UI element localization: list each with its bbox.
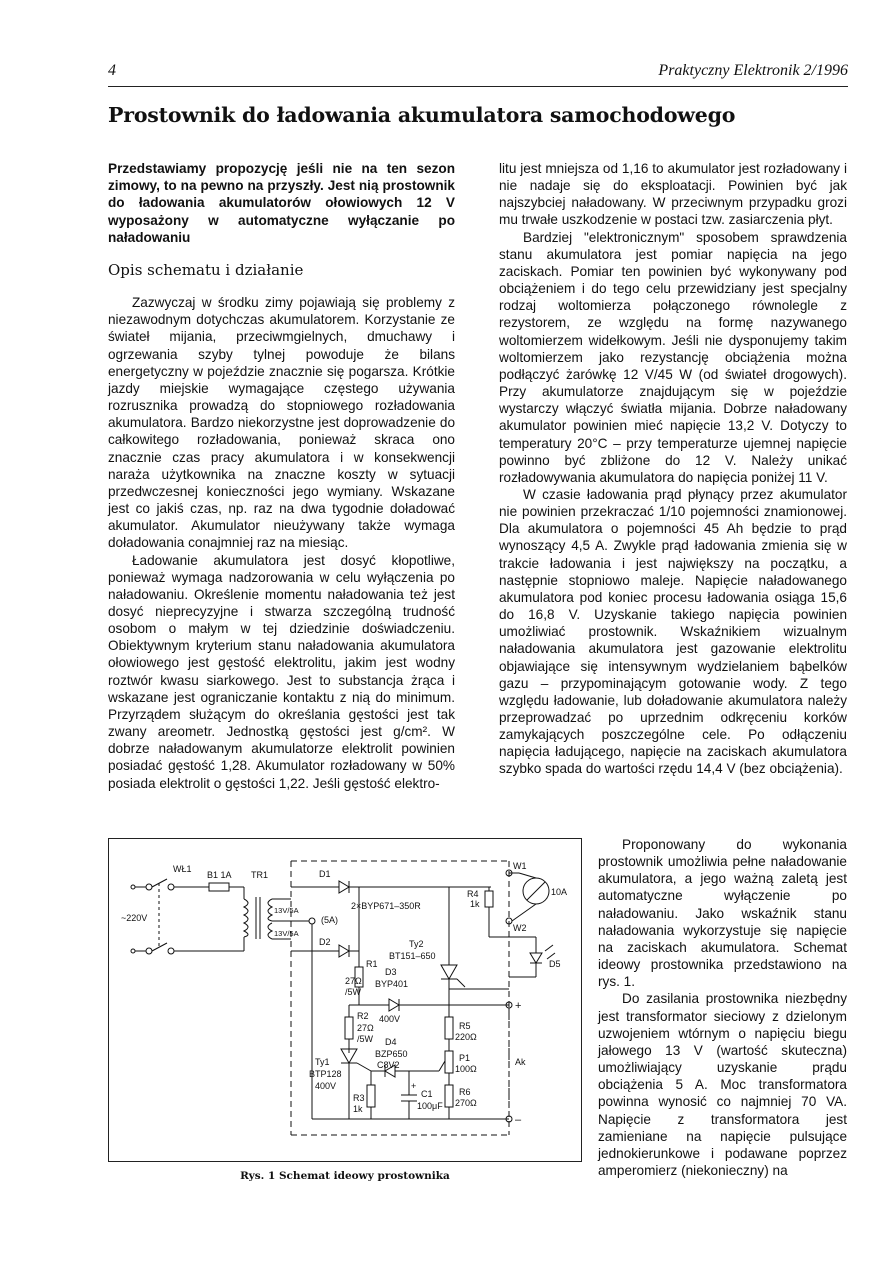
led-d5 — [489, 937, 555, 977]
diode-d3 — [359, 989, 449, 1011]
caption-text: Schemat ideowy prostownika — [278, 1170, 450, 1182]
label-b1: B1 1A — [207, 870, 232, 880]
label-tr1: TR1 — [251, 870, 269, 880]
label-c1v: 100μF — [417, 1101, 443, 1111]
fuse-b1 — [174, 883, 244, 951]
label-r2: R2 — [357, 1011, 369, 1021]
paragraph: Bardziej "elektronicznym" sposobem sprawdzenia stanu akumulatora jest pomiar napięcia na jego zaciskach. Pomiar ten powinien być wykonywany pod obciążeniem i do tego celu przewidziany jest specjalny rodzaj woltomierza połączonego równolegle z rezystorem, ze względu na formę nazywanego woltomierzem widełkowym. Jeśli nie dysponujemy takim woltomierzem jako rezystancję obciążenia można podłączyć żarówkę 12 V/45 W (od świateł drogowych). Przy akumulatorze znajdującym się w pojeździe wystarczy włączyć światła mijania. Dobrze naładowany akumulator powinien mieć napięcie 13,2 V. Dotyczy to temperatury 20°C – przy temperaturze ujemnej napięcie powinno być zbliżone do 12 V. Należy unikać rozładowywania akumulatora do napięcia poniżej 11 V. — [499, 229, 847, 485]
circuit-figure — [108, 838, 582, 1162]
potentiometer-p1 — [439, 1051, 453, 1085]
article-title: Prostownik do ładowania akumulatora samochodowego — [108, 103, 736, 127]
label-r1p: /5W — [345, 987, 362, 997]
left-column — [108, 160, 455, 792]
section-heading: Opis schematu i działanie — [108, 261, 304, 280]
diode-d2 — [339, 887, 359, 957]
article-lead: Przedstawiamy propozycję jeśli nie na ten sezon zimowy, to na pewno na przyszły. Jest nią prostownik do ładowania akumulatorów ołowiowych 12 V wyposażony w automatyczne wyłączanie po naładowaniu — [108, 161, 455, 245]
label-c1: C1 — [421, 1089, 433, 1099]
label-cap-plus: + — [411, 1081, 417, 1091]
label-d4c: C8V2 — [377, 1060, 400, 1070]
label-ty2: Ty2 — [409, 939, 424, 949]
resistor-r5 — [445, 1005, 453, 1051]
label-current: (5A) — [321, 915, 339, 925]
label-r4v: 1k — [470, 899, 480, 909]
label-plus: + — [515, 1000, 522, 1012]
label-ty1v: BTP128 — [309, 1069, 342, 1079]
header-rule — [108, 86, 848, 87]
label-d3: D3 — [385, 967, 397, 977]
circuit-schematic — [109, 839, 581, 1161]
label-wl1: WŁ1 — [173, 864, 192, 874]
label-r1: R1 — [366, 959, 378, 969]
label-w1: W1 — [513, 861, 527, 871]
label-r3v: 1k — [353, 1104, 363, 1114]
right-column — [499, 160, 847, 778]
label-d4v: BZP650 — [375, 1049, 408, 1059]
label-r2p: /5W — [357, 1034, 374, 1044]
magazine-issue: Praktyczny Elektronik 2/1996 — [658, 62, 848, 79]
page-number: 4 — [108, 62, 116, 79]
paragraph: Ładowanie akumulatora jest dosyć kłopotliwe, ponieważ wymaga nadzorowania w celu wyłączenia po naładowaniu. Określenie momentu naładowania też jest dosyć nieprecyzyjne i stwarza szczególną trudność osobom o małym w tej dziedzinie doświadczeniu. Obiektywnym kryterium stanu naładowania akumulatora ołowiowego jest gęstość elektrolitu, jakim jest wodny roztwór kwasu siarkowego. Jest to substancja żrąca i wskazane jest ograniczanie kontaktu z nią do minimum. Przyrządem służącym do określania gęstości jest tak zwany areometr. Jednostką gęstości jest g/cm². W dobrze naładowanym akumulatorze elektrolit powinien posiadać gęstość 1,28. Akumulator rozładowany w 50% posiada elektrolit o gęstości 1,22. Jeśli gęstość elektro- — [108, 552, 455, 791]
label-diodes: 2×BYP671–350R — [351, 901, 421, 911]
paragraph: Zazwyczaj w środku zimy pojawiają się problemy z niezawodnym dotychczas akumulatorem. Korzystanie ze świateł mijania, przeciwmgielnych, dmuchawy i ogrzewania szyby tylnej powoduje że bilans energetyczny w pojeździe znacznie się pogarsza. Krótkie jazdy miejskie wymagające częstego używania rozrusznika prowadzą do stopniowego rozładowania akumulatora. Bardzo niekorzystne jest doprowadzenie do całkowitego rozładowania, ponieważ skraca ono znacznie czas pracy akumulatora i w konsekwencji naraża użytkownika na znaczne koszty w sytuacji przedwczesnej konieczności jego wymiany. Wskazane jest co jakiś czas, np. raz na dwa tygodnie doładować akumulator. Akumulator nieużywany także wymaga doładowania conajmniej raz na miesiąc. — [108, 295, 455, 551]
label-ty1x: 400V — [315, 1081, 337, 1091]
label-ak: Ak — [515, 1057, 526, 1067]
label-w2: W2 — [513, 923, 527, 933]
bottom-right-column — [598, 836, 847, 1179]
paragraph: Proponowany do wykonania prostownik umożliwia pełne naładowanie akumulatora, a jego ważną zaletą jest automatyczne wyłączenie po naładowaniu. Jako wskaźnik stanu naładowania wykorzystuje się napięcie na zaciskach akumulatora. Schemat ideowy prostownika przedstawiono na rys. 1. — [598, 837, 847, 990]
label-ty2v: BT151–650 — [389, 951, 436, 961]
label-r2x: 400V — [379, 1014, 401, 1024]
paragraph: Do zasilania prostownika niezbędny jest transformator sieciowy z dzielonym uzwojeniem wtórnym o napięciu biegu jałowego 13 V (wartość skuteczna) umożliwiający uzyskanie prądu obciążenia 5 A. Moc transformatora powinna wynosić co najmniej 70 VA. Napięcie z transformatora jest zamieniane na napięcie pulsujące jednokierunkowe i podawane poprzez amperomierz (niekonieczny) na — [598, 991, 847, 1178]
figure-caption — [108, 1170, 582, 1182]
label-r6v: 270Ω — [455, 1098, 477, 1108]
label-r1v: 27Ω — [345, 976, 362, 986]
resistor-r3 — [367, 1071, 375, 1119]
label-r5: R5 — [459, 1021, 471, 1031]
label-ammeter: 10A — [551, 887, 568, 897]
ammeter-meter — [506, 870, 549, 924]
paragraph: W czasie ładowania prąd płynący przez akumulator nie powinien przekraczać 1/10 pojemności znamionowej. Dla akumulatora o pojemności 45 Ah będzie to prąd wynoszący 4,5 A. Zwykle prąd ładowania zmienia się w trakcie ładowania i jest największy na początku, a następnie stopniowo maleje. Napięcie naładowanego akumulatora pod koniec procesu ładowania osiąga 15,6 do 16,8 V. Uzyskanie takiego napięcia powinien umożliwiać prostownik. Wskaźnikiem wizualnym naładowania akumulatora jest gazowanie elektrolitu objawiające się intensywnym wydzielaniem bąbelków gazu – przypominającym gotowanie wody. Z tego względu ładowanie, lub doładowanie akumulatora należy przeprowadzać po uprzednim odkręceniu korków zamykających poszczególne cele. Po odłączeniu napięcia ładującego, napięcie na zaciskach akumulatora szybko spada do wartości rzędu 14,4 V (bez obciążenia). — [499, 486, 847, 777]
label-minus: – — [515, 1114, 522, 1126]
label-r6: R6 — [459, 1087, 471, 1097]
label-r4: R4 — [467, 889, 479, 899]
label-d3v: BYP401 — [375, 979, 409, 989]
caption-label: Rys. 1 — [240, 1170, 276, 1182]
resistor-r6 — [445, 1085, 453, 1119]
page-header — [108, 62, 848, 84]
label-p1: P1 — [459, 1053, 471, 1063]
label-r2v: 27Ω — [357, 1023, 374, 1033]
label-d1: D1 — [319, 869, 331, 879]
label-d5: D5 — [549, 959, 561, 969]
output-wiring — [312, 1002, 512, 1122]
label-p1v: 100Ω — [455, 1064, 477, 1074]
capacitor-c1 — [401, 1071, 417, 1119]
label-sec2: 13V/5A — [274, 929, 299, 938]
label-sec1: 13V/5A — [274, 906, 299, 915]
label-r3: R3 — [353, 1093, 365, 1103]
diode-d1 — [339, 881, 449, 893]
paragraph: litu jest mniejsza od 1,16 to akumulator jest rozładowany i nie nadaje się do eksploatacji. Powinien być jak najszybciej naładowany. W przeciwnym przypadku grozi mu trwałe uszkodzenie w postaci tzw. zasiarczenia płyt. — [499, 161, 847, 228]
label-mains: ~220V — [121, 913, 148, 923]
label-d4: D4 — [385, 1037, 397, 1047]
label-r5v: 220Ω — [455, 1032, 477, 1042]
label-ty1: Ty1 — [315, 1057, 330, 1067]
label-d2: D2 — [319, 937, 331, 947]
